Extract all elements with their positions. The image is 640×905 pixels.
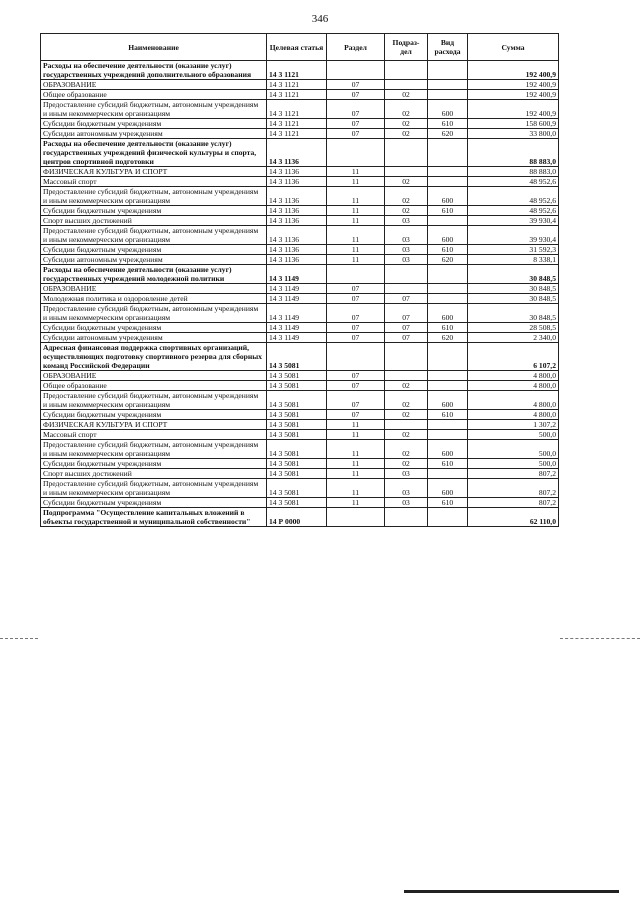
row-subsection	[385, 80, 428, 90]
row-name: ОБРАЗОВАНИЕ	[41, 284, 267, 294]
row-name: Общее образование	[41, 381, 267, 391]
row-section: 07	[327, 294, 385, 304]
row-amount: 158 600,9	[468, 119, 559, 129]
row-section	[327, 61, 385, 80]
row-target: 14 3 1136	[267, 167, 327, 177]
row-subsection: 02	[385, 391, 428, 410]
row-amount: 500,0	[468, 459, 559, 469]
row-name: ФИЗИЧЕСКАЯ КУЛЬТУРА И СПОРТ	[41, 167, 267, 177]
budget-table	[40, 33, 559, 527]
row-target: 14 3 1136	[267, 245, 327, 255]
row-expense-type	[428, 167, 468, 177]
row-name: Предоставление субсидий бюджетным, автономным учреждениям и иным некоммерческим организациям	[41, 479, 267, 498]
row-name: Субсидии бюджетным учреждениям	[41, 245, 267, 255]
row-expense-type	[428, 420, 468, 430]
row-section: 11	[327, 469, 385, 479]
row-expense-type	[428, 371, 468, 381]
row-target: 14 3 5081	[267, 420, 327, 430]
row-section: 11	[327, 440, 385, 459]
row-expense-type	[428, 90, 468, 100]
table-row	[41, 177, 559, 187]
row-subsection	[385, 284, 428, 294]
table-row	[41, 265, 559, 284]
row-amount: 4 800,0	[468, 381, 559, 391]
table-row	[41, 479, 559, 498]
header-section: Раздел	[327, 34, 385, 61]
row-section	[327, 508, 385, 527]
row-target: 14 3 1149	[267, 284, 327, 294]
row-target: 14 3 5081	[267, 479, 327, 498]
row-amount: 2 340,0	[468, 333, 559, 343]
table-row	[41, 61, 559, 80]
row-target: 14 3 1121	[267, 61, 327, 80]
row-name: Субсидии автономным учреждениям	[41, 255, 267, 265]
row-amount: 30 848,5	[468, 304, 559, 323]
row-section	[327, 265, 385, 284]
table-row	[41, 206, 559, 216]
row-subsection: 02	[385, 90, 428, 100]
row-name: Субсидии бюджетным учреждениям	[41, 323, 267, 333]
row-expense-type	[428, 80, 468, 90]
row-subsection: 02	[385, 440, 428, 459]
row-section: 07	[327, 80, 385, 90]
row-target: 14 3 5081	[267, 410, 327, 420]
row-amount: 8 338,1	[468, 255, 559, 265]
row-target: 14 3 1149	[267, 333, 327, 343]
row-subsection	[385, 371, 428, 381]
row-target: 14 3 5081	[267, 381, 327, 391]
table-row	[41, 294, 559, 304]
row-target: 14 3 1136	[267, 216, 327, 226]
row-expense-type	[428, 216, 468, 226]
row-name: Предоставление субсидий бюджетным, автономным учреждениям и иным некоммерческим организациям	[41, 391, 267, 410]
table-row	[41, 420, 559, 430]
row-subsection	[385, 167, 428, 177]
table-row	[41, 284, 559, 294]
row-expense-type	[428, 381, 468, 391]
row-target: 14 3 1136	[267, 255, 327, 265]
row-section: 11	[327, 167, 385, 177]
table-row	[41, 371, 559, 381]
row-section: 07	[327, 323, 385, 333]
row-target: 14 3 1121	[267, 90, 327, 100]
row-subsection: 02	[385, 381, 428, 391]
table-row	[41, 323, 559, 333]
row-amount: 192 400,9	[468, 61, 559, 80]
row-amount: 192 400,9	[468, 100, 559, 119]
row-expense-type: 600	[428, 479, 468, 498]
row-target: 14 3 1149	[267, 265, 327, 284]
row-expense-type	[428, 284, 468, 294]
table-row	[41, 139, 559, 167]
table-row	[41, 498, 559, 508]
row-section	[327, 139, 385, 167]
header-expense-type: Вид расхода	[428, 34, 468, 61]
row-section: 07	[327, 284, 385, 294]
row-name: ФИЗИЧЕСКАЯ КУЛЬТУРА И СПОРТ	[41, 420, 267, 430]
table-row	[41, 459, 559, 469]
row-amount: 28 508,5	[468, 323, 559, 333]
row-expense-type: 610	[428, 245, 468, 255]
row-expense-type	[428, 177, 468, 187]
table-row	[41, 226, 559, 245]
row-amount: 30 848,5	[468, 284, 559, 294]
row-subsection: 02	[385, 430, 428, 440]
row-subsection: 07	[385, 304, 428, 323]
row-target: 14 3 1136	[267, 226, 327, 245]
row-target: 14 3 5081	[267, 371, 327, 381]
row-section: 11	[327, 245, 385, 255]
row-expense-type: 600	[428, 440, 468, 459]
row-subsection: 03	[385, 255, 428, 265]
row-section: 07	[327, 371, 385, 381]
row-amount: 4 800,0	[468, 391, 559, 410]
row-name: Адресная финансовая поддержка спортивных организаций, осуществляющих подготовку спортивного резерва для сборных команд Российской Федерации	[41, 343, 267, 371]
row-target: 14 3 1136	[267, 206, 327, 216]
row-name: Спорт высших достижений	[41, 216, 267, 226]
row-subsection: 07	[385, 294, 428, 304]
row-subsection: 02	[385, 100, 428, 119]
fold-mark-right	[560, 638, 640, 639]
row-name: Подпрограмма "Осуществление капитальных вложений в объекты государственной и муниципальной собственности"	[41, 508, 267, 527]
table-row	[41, 343, 559, 371]
row-section: 11	[327, 498, 385, 508]
row-subsection: 02	[385, 206, 428, 216]
row-subsection	[385, 139, 428, 167]
row-expense-type: 610	[428, 410, 468, 420]
row-target: 14 3 1121	[267, 119, 327, 129]
row-name: Молодежная политика и оздоровление детей	[41, 294, 267, 304]
row-section: 11	[327, 206, 385, 216]
row-subsection: 02	[385, 459, 428, 469]
row-section: 11	[327, 226, 385, 245]
row-amount: 88 883,0	[468, 139, 559, 167]
row-target: 14 3 1121	[267, 100, 327, 119]
table-row	[41, 119, 559, 129]
row-expense-type: 610	[428, 498, 468, 508]
row-section: 11	[327, 177, 385, 187]
row-target: 14 3 1136	[267, 177, 327, 187]
table-row	[41, 255, 559, 265]
table-row	[41, 333, 559, 343]
row-section: 11	[327, 187, 385, 206]
row-subsection: 02	[385, 129, 428, 139]
table-row	[41, 381, 559, 391]
row-section: 07	[327, 119, 385, 129]
row-target: 14 3 5081	[267, 469, 327, 479]
row-target: 14 3 5081	[267, 430, 327, 440]
row-amount: 4 800,0	[468, 371, 559, 381]
row-name: Предоставление субсидий бюджетным, автономным учреждениям и иным некоммерческим организациям	[41, 100, 267, 119]
row-amount: 4 800,0	[468, 410, 559, 420]
row-name: Субсидии бюджетным учреждениям	[41, 459, 267, 469]
row-expense-type: 600	[428, 304, 468, 323]
row-section: 11	[327, 420, 385, 430]
row-name: Массовый спорт	[41, 177, 267, 187]
row-name: Предоставление субсидий бюджетным, автономным учреждениям и иным некоммерческим организациям	[41, 304, 267, 323]
row-name: Субсидии бюджетным учреждениям	[41, 119, 267, 129]
row-name: Субсидии бюджетным учреждениям	[41, 206, 267, 216]
row-section: 07	[327, 129, 385, 139]
row-expense-type: 600	[428, 100, 468, 119]
row-amount: 1 307,2	[468, 420, 559, 430]
row-subsection: 03	[385, 226, 428, 245]
row-target: 14 3 5081	[267, 391, 327, 410]
row-section: 11	[327, 479, 385, 498]
row-expense-type: 620	[428, 333, 468, 343]
table-row	[41, 508, 559, 527]
row-amount: 39 930,4	[468, 226, 559, 245]
row-subsection: 03	[385, 469, 428, 479]
row-expense-type: 610	[428, 206, 468, 216]
row-target: 14 3 1149	[267, 323, 327, 333]
row-subsection: 02	[385, 410, 428, 420]
row-expense-type: 610	[428, 323, 468, 333]
row-expense-type: 610	[428, 119, 468, 129]
table-row	[41, 216, 559, 226]
row-name: Субсидии автономным учреждениям	[41, 333, 267, 343]
row-subsection	[385, 420, 428, 430]
row-name: Субсидии бюджетным учреждениям	[41, 410, 267, 420]
row-section: 07	[327, 304, 385, 323]
row-amount: 192 400,9	[468, 80, 559, 90]
row-amount: 807,2	[468, 498, 559, 508]
row-subsection: 02	[385, 187, 428, 206]
header-name: Наименование	[41, 34, 267, 61]
table-row	[41, 129, 559, 139]
row-expense-type	[428, 265, 468, 284]
row-amount: 62 110,0	[468, 508, 559, 527]
header-subsection: Подраз-дел	[385, 34, 428, 61]
table-row	[41, 90, 559, 100]
row-name: Предоставление субсидий бюджетным, автономным учреждениям и иным некоммерческим организациям	[41, 226, 267, 245]
row-expense-type: 610	[428, 459, 468, 469]
header-amount: Сумма	[468, 34, 559, 61]
row-amount: 30 848,5	[468, 294, 559, 304]
row-name: Субсидии автономным учреждениям	[41, 129, 267, 139]
row-amount: 88 883,0	[468, 167, 559, 177]
row-amount: 39 930,4	[468, 216, 559, 226]
row-section: 11	[327, 216, 385, 226]
row-subsection	[385, 265, 428, 284]
row-subsection: 07	[385, 323, 428, 333]
row-target: 14 3 5081	[267, 440, 327, 459]
table-row	[41, 391, 559, 410]
table-row	[41, 304, 559, 323]
table-row	[41, 410, 559, 420]
row-target: 14 3 1136	[267, 139, 327, 167]
row-expense-type	[428, 508, 468, 527]
row-expense-type	[428, 61, 468, 80]
row-amount: 33 800,0	[468, 129, 559, 139]
row-target: 14 3 1149	[267, 294, 327, 304]
row-name: Расходы на обеспечение деятельности (оказание услуг) государственных учреждений дополнительного образования	[41, 61, 267, 80]
row-amount: 192 400,9	[468, 90, 559, 100]
row-subsection	[385, 61, 428, 80]
row-target: 14 Р 0000	[267, 508, 327, 527]
table-row	[41, 469, 559, 479]
row-target: 14 3 1136	[267, 187, 327, 206]
row-amount: 500,0	[468, 430, 559, 440]
row-name: Предоставление субсидий бюджетным, автономным учреждениям и иным некоммерческим организациям	[41, 187, 267, 206]
row-expense-type: 600	[428, 226, 468, 245]
row-target: 14 3 5081	[267, 343, 327, 371]
row-subsection: 03	[385, 245, 428, 255]
row-name: Общее образование	[41, 90, 267, 100]
row-name: Расходы на обеспечение деятельности (оказание услуг) государственных учреждений физической культуры и спорта, центров спортивной подготовки	[41, 139, 267, 167]
row-subsection: 03	[385, 498, 428, 508]
row-amount: 48 952,6	[468, 206, 559, 216]
row-subsection	[385, 343, 428, 371]
row-section: 07	[327, 90, 385, 100]
row-expense-type	[428, 294, 468, 304]
row-name: Массовый спорт	[41, 430, 267, 440]
row-amount: 48 952,6	[468, 187, 559, 206]
row-amount: 807,2	[468, 479, 559, 498]
row-name: Спорт высших достижений	[41, 469, 267, 479]
table-row	[41, 440, 559, 459]
row-expense-type	[428, 430, 468, 440]
row-subsection: 03	[385, 479, 428, 498]
row-subsection: 02	[385, 119, 428, 129]
row-expense-type: 600	[428, 391, 468, 410]
table-row	[41, 245, 559, 255]
row-section: 07	[327, 100, 385, 119]
row-section: 11	[327, 430, 385, 440]
row-section: 07	[327, 410, 385, 420]
row-section: 11	[327, 255, 385, 265]
row-expense-type: 620	[428, 129, 468, 139]
row-expense-type	[428, 469, 468, 479]
row-section: 07	[327, 391, 385, 410]
table-row	[41, 167, 559, 177]
table-row	[41, 430, 559, 440]
row-name: Расходы на обеспечение деятельности (оказание услуг) государственных учреждений молодежной политики	[41, 265, 267, 284]
row-target: 14 3 1121	[267, 80, 327, 90]
row-subsection: 02	[385, 177, 428, 187]
row-amount: 30 848,5	[468, 265, 559, 284]
footer-rule	[404, 890, 619, 893]
row-target: 14 3 1121	[267, 129, 327, 139]
row-expense-type	[428, 343, 468, 371]
page-number: 346	[311, 13, 329, 25]
row-section: 07	[327, 333, 385, 343]
row-section	[327, 343, 385, 371]
table-row	[41, 100, 559, 119]
fold-mark-left	[0, 638, 38, 639]
row-expense-type: 620	[428, 255, 468, 265]
row-name: Субсидии бюджетным учреждениям	[41, 498, 267, 508]
row-name: ОБРАЗОВАНИЕ	[41, 80, 267, 90]
row-amount: 31 592,3	[468, 245, 559, 255]
table-row	[41, 80, 559, 90]
header-target: Целевая статья	[267, 34, 327, 61]
row-target: 14 3 5081	[267, 459, 327, 469]
row-target: 14 3 1149	[267, 304, 327, 323]
row-subsection	[385, 508, 428, 527]
row-subsection: 07	[385, 333, 428, 343]
row-expense-type: 600	[428, 187, 468, 206]
row-target: 14 3 5081	[267, 498, 327, 508]
row-name: Предоставление субсидий бюджетным, автономным учреждениям и иным некоммерческим организациям	[41, 440, 267, 459]
row-subsection: 03	[385, 216, 428, 226]
table-row	[41, 187, 559, 206]
row-amount: 500,0	[468, 440, 559, 459]
row-section: 11	[327, 459, 385, 469]
row-amount: 807,2	[468, 469, 559, 479]
table-header-row	[41, 34, 559, 61]
row-name: ОБРАЗОВАНИЕ	[41, 371, 267, 381]
row-amount: 48 952,6	[468, 177, 559, 187]
row-expense-type	[428, 139, 468, 167]
row-section: 07	[327, 381, 385, 391]
table-body	[41, 61, 559, 527]
row-amount: 6 107,2	[468, 343, 559, 371]
